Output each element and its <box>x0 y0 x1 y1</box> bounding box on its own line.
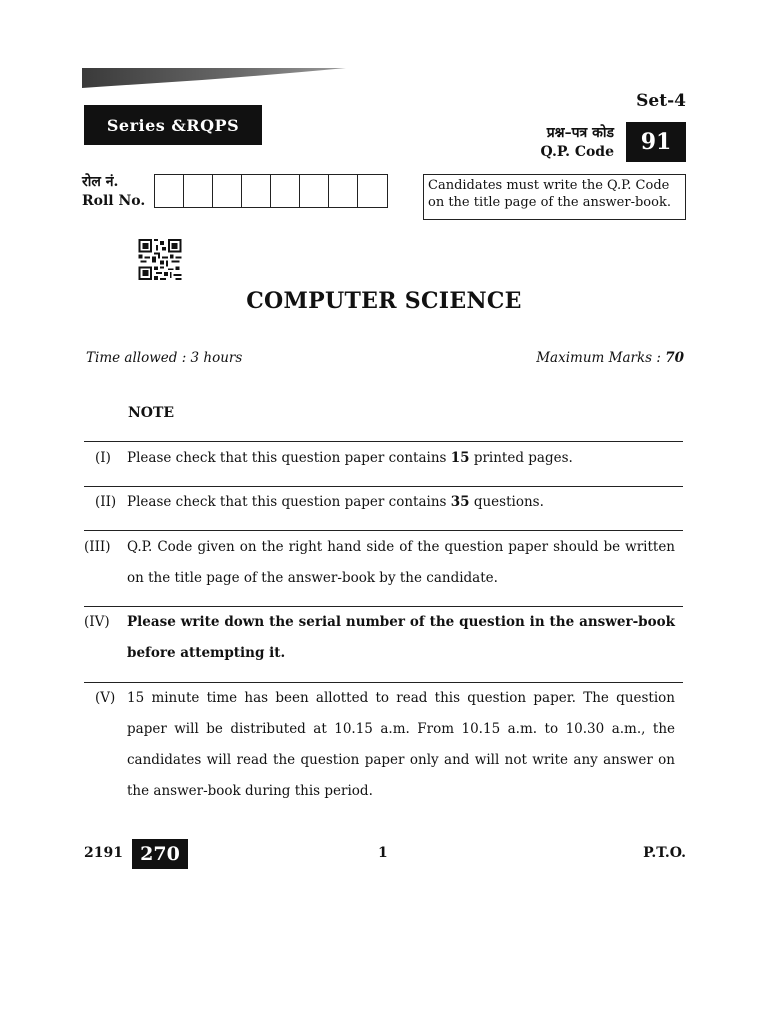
note-item-1 <box>84 443 683 485</box>
divider <box>84 441 683 442</box>
note-item-2 <box>84 487 683 529</box>
candidate-instruction-box: Candidates must write the Q.P. Code on the title page of the answer-book. <box>423 174 686 220</box>
time-allowed: Time allowed : 3 hours <box>86 350 243 366</box>
note-number: (IV) <box>84 614 110 630</box>
note-text: Please check that this question paper contains 15 printed pages. <box>127 450 573 466</box>
roll-number-box[interactable] <box>242 175 271 207</box>
roll-label-english: Roll No. <box>82 193 146 209</box>
note-item-5 <box>84 683 683 813</box>
maximum-marks-label: Maximum Marks : <box>536 350 666 366</box>
note-number: (III) <box>84 539 111 555</box>
roll-number-box[interactable] <box>271 175 300 207</box>
roll-number-box[interactable] <box>300 175 329 207</box>
note-number: (I) <box>95 450 111 466</box>
roll-number-labels <box>82 173 145 211</box>
note-heading: NOTE <box>128 405 175 421</box>
footer-paper-code: 2191 <box>84 845 123 861</box>
note-text: Q.P. Code given on the right hand side of the question paper should be written on the title page of the answer-book by the candidate. <box>127 539 675 586</box>
note-text: Please write down the serial number of the question in the answer-book before attempting it. <box>127 614 675 661</box>
note-item-4 <box>84 607 683 679</box>
note-text: 15 minute time has been allotted to read this question paper. The question paper will be distributed at 10.15 a.m. From 10.15 a.m. to 10.30 a.m., the candidates will read the question paper only and will not write any answer on the answer-book during this period. <box>127 690 675 799</box>
roll-label-hindi: रोल नं. <box>82 174 119 190</box>
qp-code-label-english: Q.P. Code <box>540 144 614 160</box>
note-text: Please check that this question paper contains 35 questions. <box>127 494 544 510</box>
divider <box>84 530 683 531</box>
roll-number-boxes[interactable] <box>154 174 388 208</box>
footer-code-badge: 270 <box>132 839 188 869</box>
maximum-marks-value: 70 <box>665 350 684 366</box>
note-item-3 <box>84 532 683 604</box>
roll-number-box[interactable] <box>184 175 213 207</box>
qp-code-label-hindi: प्रश्न–पत्र कोड <box>546 125 614 141</box>
page-number: 1 <box>378 845 388 861</box>
subject-title: COMPUTER SCIENCE <box>246 288 522 314</box>
maximum-marks <box>536 350 684 366</box>
qp-code-labels <box>510 124 614 162</box>
roll-number-box[interactable] <box>155 175 184 207</box>
note-number: (V) <box>95 690 116 706</box>
roll-number-box[interactable] <box>358 175 387 207</box>
set-label: Set-4 <box>636 91 686 111</box>
please-turn-over: P.T.O. <box>643 845 686 861</box>
note-number: (II) <box>95 494 117 510</box>
header-decorative-bar <box>82 68 346 88</box>
qp-code-badge: 91 <box>626 122 686 162</box>
series-badge: Series &RQPS <box>84 105 262 145</box>
roll-number-box[interactable] <box>329 175 358 207</box>
roll-number-box[interactable] <box>213 175 242 207</box>
qr-code-icon <box>138 239 182 280</box>
